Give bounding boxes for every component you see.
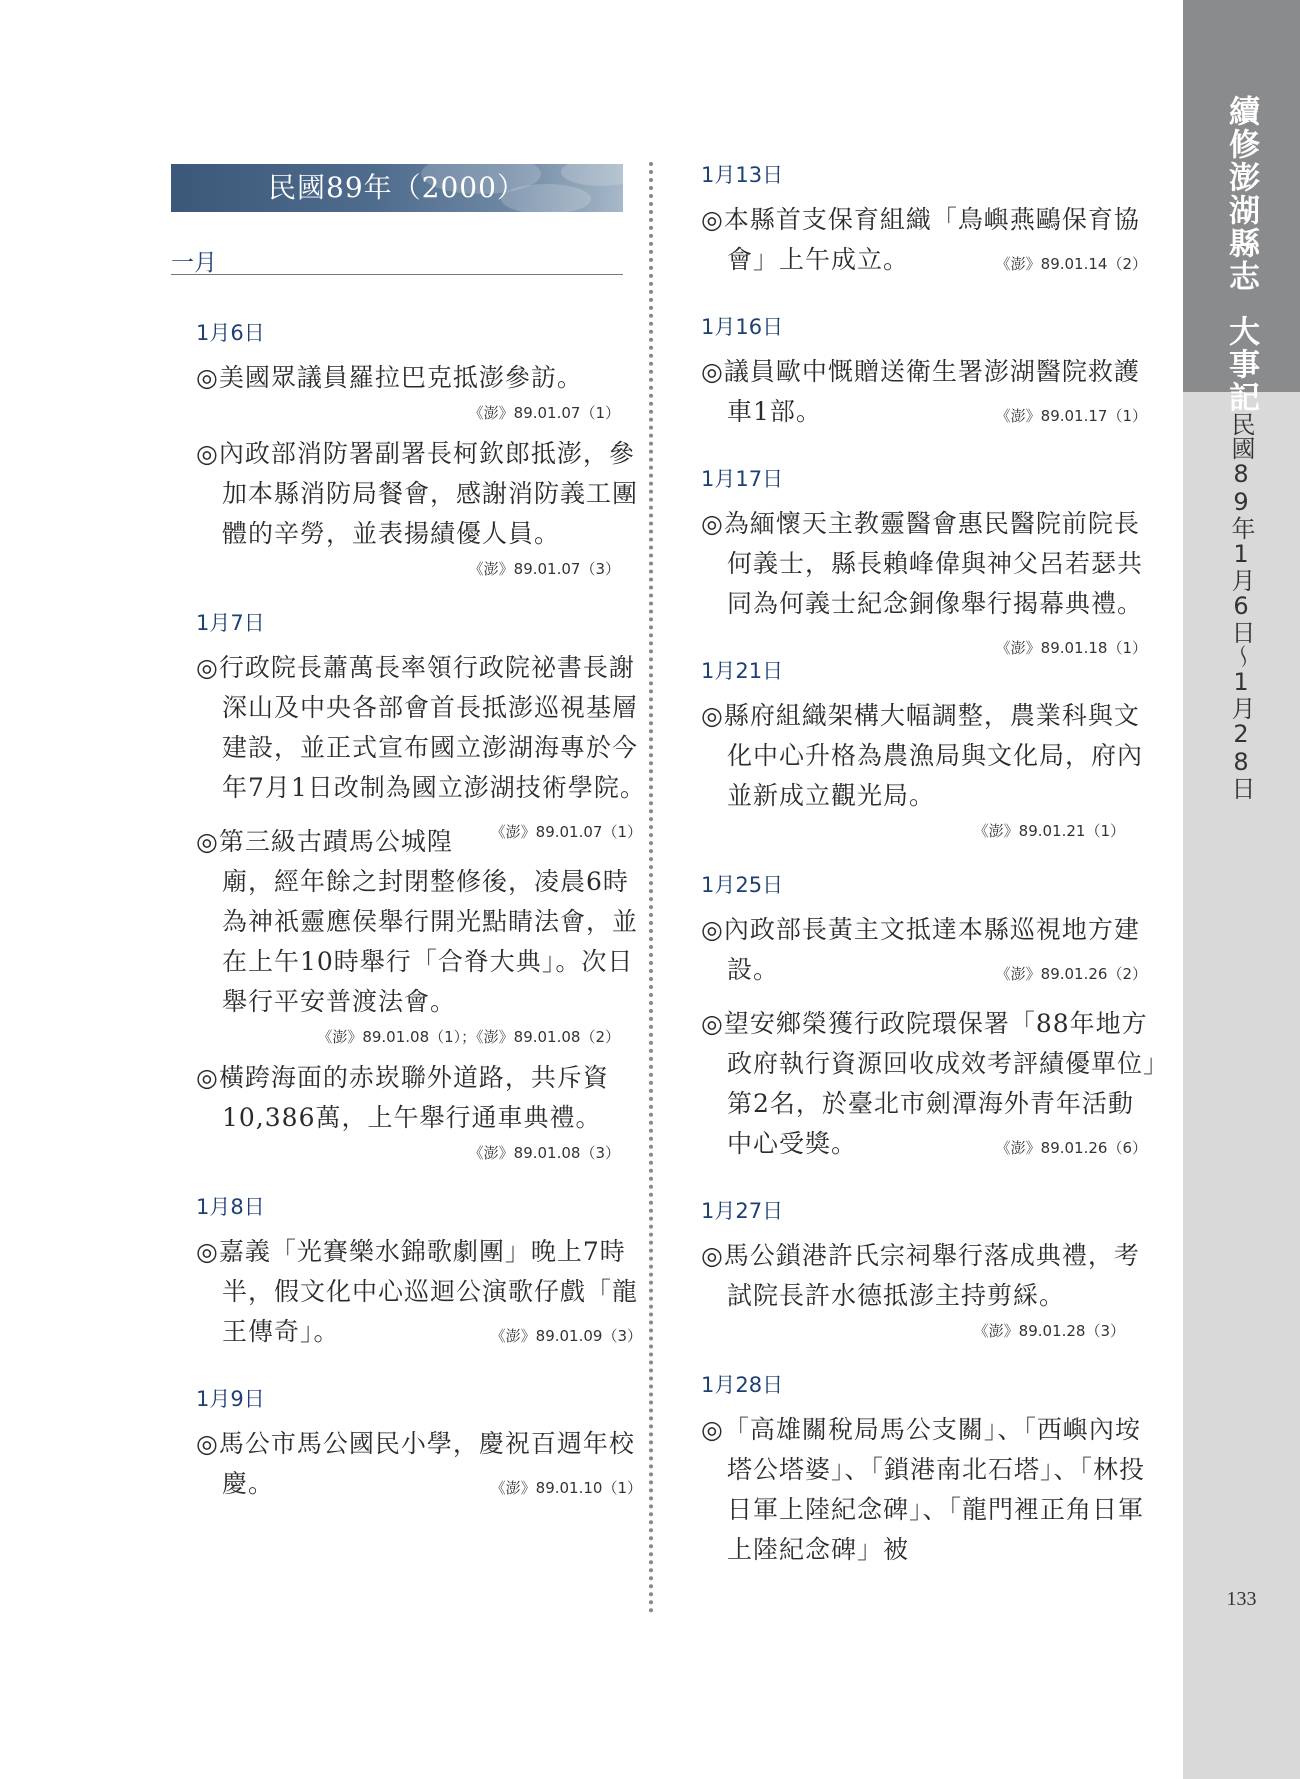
month-heading: 一月 (171, 244, 623, 275)
event-text: ◎馬公市馬公國民小學，慶祝百週年校慶。 (196, 1429, 635, 1498)
date-heading: 1月25日 (701, 873, 784, 897)
event-entry (196, 1232, 652, 1352)
book-title: 續修澎湖縣志 (1223, 95, 1259, 293)
event-entry (196, 434, 652, 554)
year-banner-text: 民國89年（2000） (268, 171, 526, 204)
left-column (196, 318, 656, 1536)
source-citation: 《澎》89.01.08（1）；《澎》89.01.08（2） (317, 1028, 620, 1046)
date-group (701, 1370, 1161, 1584)
date-group (701, 1196, 1161, 1352)
date-group (701, 464, 1161, 657)
event-text: ◎馬公鎖港許氏宗祠舉行落成典禮，考試院長許水德抵澎主持剪綵。 (701, 1241, 1140, 1310)
date-heading: 1月7日 (196, 611, 265, 635)
date-heading: 1月27日 (701, 1199, 784, 1223)
event-entry (701, 1004, 1157, 1164)
event-entry (196, 822, 652, 1022)
event-entry (701, 1236, 1157, 1316)
date-group (701, 160, 1161, 294)
page-number: 133 (1226, 1588, 1257, 1610)
event-entry (701, 910, 1157, 990)
event-text: ◎「高雄關稅局馬公支關」、「西嶼內垵塔公塔婆」、「鎖港南北石塔」、「林投日軍上陸紀念碑」、「龍門裡正角日軍上陸紀念碑」被 (701, 1415, 1146, 1564)
event-text: ◎為緬懷天主教靈醫會惠民醫院前院長何義士，縣長賴峰偉與神父呂若瑟共同為何義士紀念銅像舉行揭幕典禮。 (701, 509, 1144, 618)
date-heading: 1月17日 (701, 467, 784, 491)
date-group (701, 312, 1161, 446)
event-text: ◎內政部長黃主文抵達本縣巡視地方建設。 (701, 915, 1140, 984)
source-citation: 《澎》89.01.09（3） (490, 1327, 642, 1345)
section-title: 大事記 (1223, 315, 1259, 414)
source-citation: 《澎》89.01.26（2） (995, 965, 1147, 983)
event-entry (701, 1410, 1157, 1570)
event-text: ◎望安鄉榮獲行政院環保署「88年地方政府執行資源回收成效考評績優單位」第2名，於臺北市劍潭海外青年活動中心受獎。 (701, 1009, 1157, 1158)
event-entry (701, 352, 1157, 432)
event-entry (701, 200, 1157, 280)
source-citation: 《澎》89.01.17（1） (995, 407, 1147, 425)
event-text: ◎嘉義「光賽樂水錦歌劇團」晚上7時半，假文化中心巡迴公演歌仔戲「龍王傳奇」。 (196, 1237, 639, 1346)
source-citation: 《澎》89.01.07（1） (490, 823, 642, 841)
date-group (196, 1192, 656, 1366)
date-group (196, 318, 656, 590)
source-citation: 《澎》89.01.07（1） (468, 404, 620, 422)
event-text: ◎橫跨海面的赤崁聯外道路，共斥資10,386萬，上午舉行通車典禮。 (196, 1063, 609, 1132)
event-text: ◎內政部消防署副署長柯欽郎抵澎，參加本縣消防局餐會，感謝消防義工團體的辛勞，並表揚績優人員。 (196, 439, 639, 548)
event-entry (196, 358, 652, 398)
event-entry (196, 1424, 652, 1504)
source-citation: 《澎》89.01.07（3） (468, 560, 620, 578)
event-text: ◎美國眾議員羅拉巴克抵澎參訪。 (196, 363, 583, 392)
event-text: ◎議員歐中慨贈送衛生署澎湖醫院救護車1部。 (701, 357, 1140, 426)
event-text: ◎縣府組織架構大幅調整，農業科與文化中心升格為農漁局與文化局，府內並新成立觀光局。 (701, 701, 1144, 810)
date-group (701, 870, 1161, 1178)
date-heading: 1月21日 (701, 659, 784, 683)
source-citation: 《澎》89.01.14（2） (995, 255, 1147, 273)
source-citation: 《澎》89.01.18（1） (995, 639, 1147, 657)
event-entry (701, 696, 1157, 816)
event-entry (196, 1058, 652, 1138)
source-citation: 《澎》89.01.08（3） (468, 1144, 620, 1162)
date-group (196, 608, 656, 1174)
event-text: ◎本縣首支保育組織「鳥嶼燕鷗保育協會」上午成立。 (701, 205, 1140, 274)
right-column (701, 160, 1161, 1602)
date-heading: 1月8日 (196, 1195, 265, 1219)
date-heading: 1月9日 (196, 1387, 265, 1411)
event-entry (701, 504, 1157, 657)
source-citation: 《澎》89.01.10（1） (490, 1479, 642, 1497)
event-text: ◎第三級古蹟馬公城隍廟，經年餘之封閉整修後，凌晨6時為神祇靈應侯舉行開光點睛法會，並在上午10時舉行「合脊大典」。次日舉行平安普渡法會。 (196, 827, 639, 1016)
date-group (196, 1384, 656, 1518)
source-citation: 《澎》89.01.21（1） (973, 822, 1125, 840)
date-range-label: 民國89年1月6日～1月28日 (1227, 412, 1255, 800)
year-banner (171, 164, 623, 212)
date-heading: 1月13日 (701, 163, 784, 187)
event-text: ◎行政院長蕭萬長率領行政院祕書長謝深山及中央各部會首長抵澎巡視基層建設，並正式宣布國立澎湖海專於今年7月1日改制為國立澎湖技術學院。 (196, 653, 646, 802)
event-entry (196, 648, 652, 841)
book-title-vertical (1211, 95, 1271, 414)
source-citation: 《澎》89.01.28（3） (973, 1322, 1125, 1340)
source-citation: 《澎》89.01.26（6） (995, 1139, 1147, 1157)
date-heading: 1月6日 (196, 321, 265, 345)
date-heading: 1月16日 (701, 315, 784, 339)
date-heading: 1月28日 (701, 1373, 784, 1397)
date-group (701, 656, 1161, 852)
